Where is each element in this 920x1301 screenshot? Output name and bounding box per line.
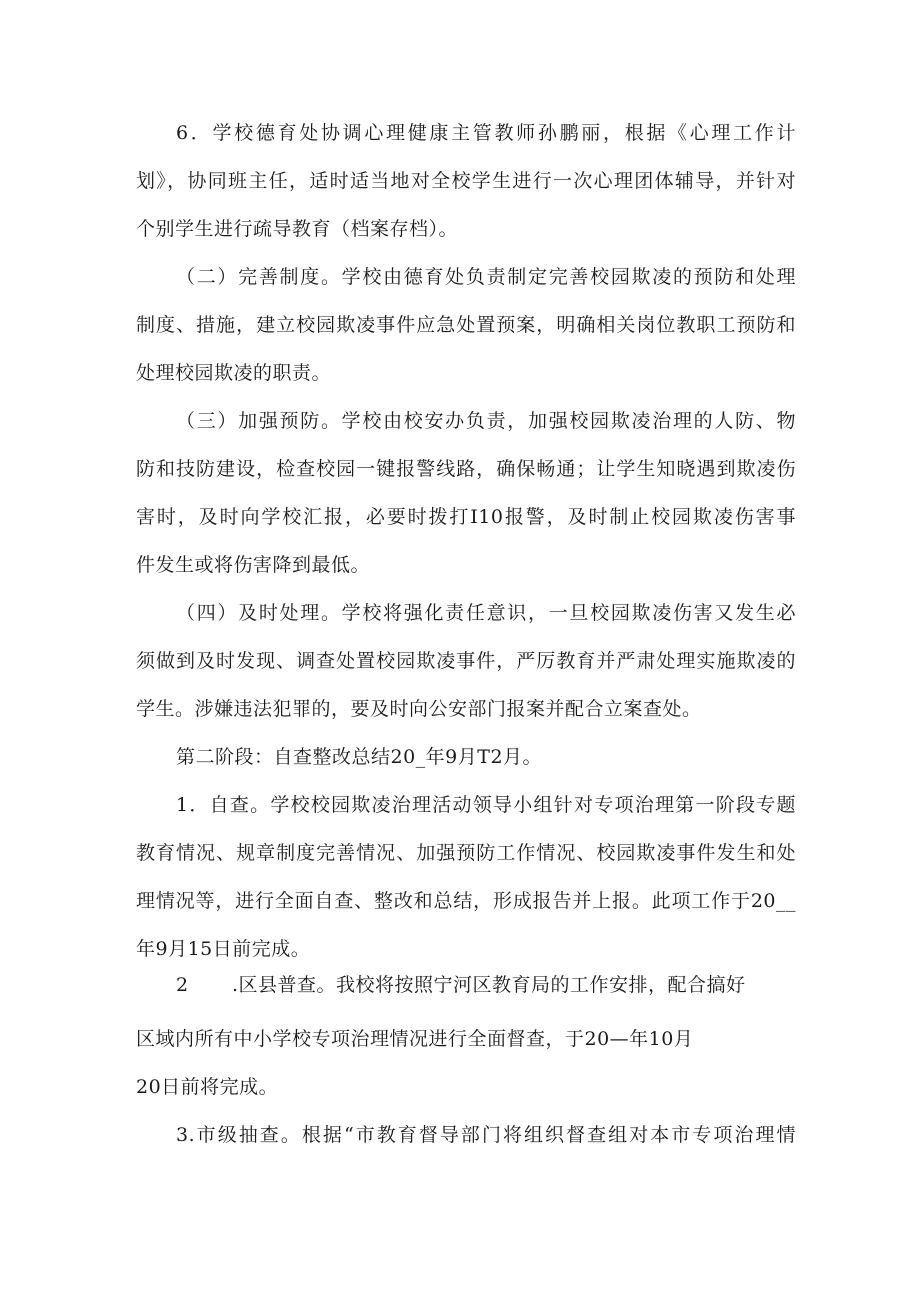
item-number: 2 (176, 974, 189, 996)
text-line: 防和技防建设，检查校园一键报警线路，确保畅通；让学生知晓遇到欺凌伤 (136, 458, 796, 480)
text-line: 件发生或将伤害降到最低。 (136, 554, 371, 576)
text-line: 划》，协同班主任，适时适当地对全校学生进行一次心理团体辅导，并针对 (136, 170, 796, 192)
text-line: 理情况等，进行全面自查、整改和总结，形成报告并上报。此项工作于20__ (136, 890, 796, 912)
text-line: 20日前将完成。 (136, 1076, 279, 1098)
text-line: 害时，及时向学校汇报，必要时拨打I10报警，及时制止校园欺凌伤害事 (136, 506, 796, 528)
text-line: 个别学生进行疏导教育（档案存档）。 (136, 218, 459, 240)
item-text: .区县普查。我校将按照宁河区教育局的工作安排，配合搞好 (232, 974, 746, 996)
text-line: 区域内所有中小学校专项治理情况进行全面督查，于20—年10月 (136, 1028, 694, 1050)
text-line: 年9月15日前完成。 (136, 938, 311, 960)
section-heading: 第二阶段：自查整改总结20_年9月T2月。 (176, 746, 543, 768)
text-line: 学生。涉嫌违法犯罪的，要及时向公安部门报案并配合立案查处。 (136, 698, 702, 720)
text-line: 3.市级抽查。根据“市教育督导部门将组织督查组对本市专项治理情 (176, 1124, 796, 1146)
text-line: 6．学校德育处协调心理健康主管教师孙鹏丽，根据《心理工作计 (176, 122, 796, 144)
text-line (176, 970, 796, 1000)
text-line: 处理校园欺凌的职责。 (136, 362, 332, 384)
text-line: （四）及时处理。学校将强化责任意识，一旦校园欺凌伤害又发生必 (176, 602, 796, 624)
text-line: 1．自查。学校校园欺凌治理活动领导小组针对专项治理第一阶段专题 (176, 794, 796, 816)
text-line: （三）加强预防。学校由校安办负责，加强校园欺凌治理的人防、物 (176, 410, 796, 432)
text-line: 制度、措施，建立校园欺凌事件应急处置预案，明确相关岗位教职工预防和 (136, 314, 796, 336)
text-line: （二）完善制度。学校由德育处负责制定完善校园欺凌的预防和处理 (176, 266, 796, 288)
text-line: 教育情况、规章制度完善情况、加强预防工作情况、校园欺凌事件发生和处 (136, 842, 796, 864)
text-line: 须做到及时发现、调查处置校园欺凌事件，严厉教育并严肃处理实施欺凌的 (136, 650, 796, 672)
